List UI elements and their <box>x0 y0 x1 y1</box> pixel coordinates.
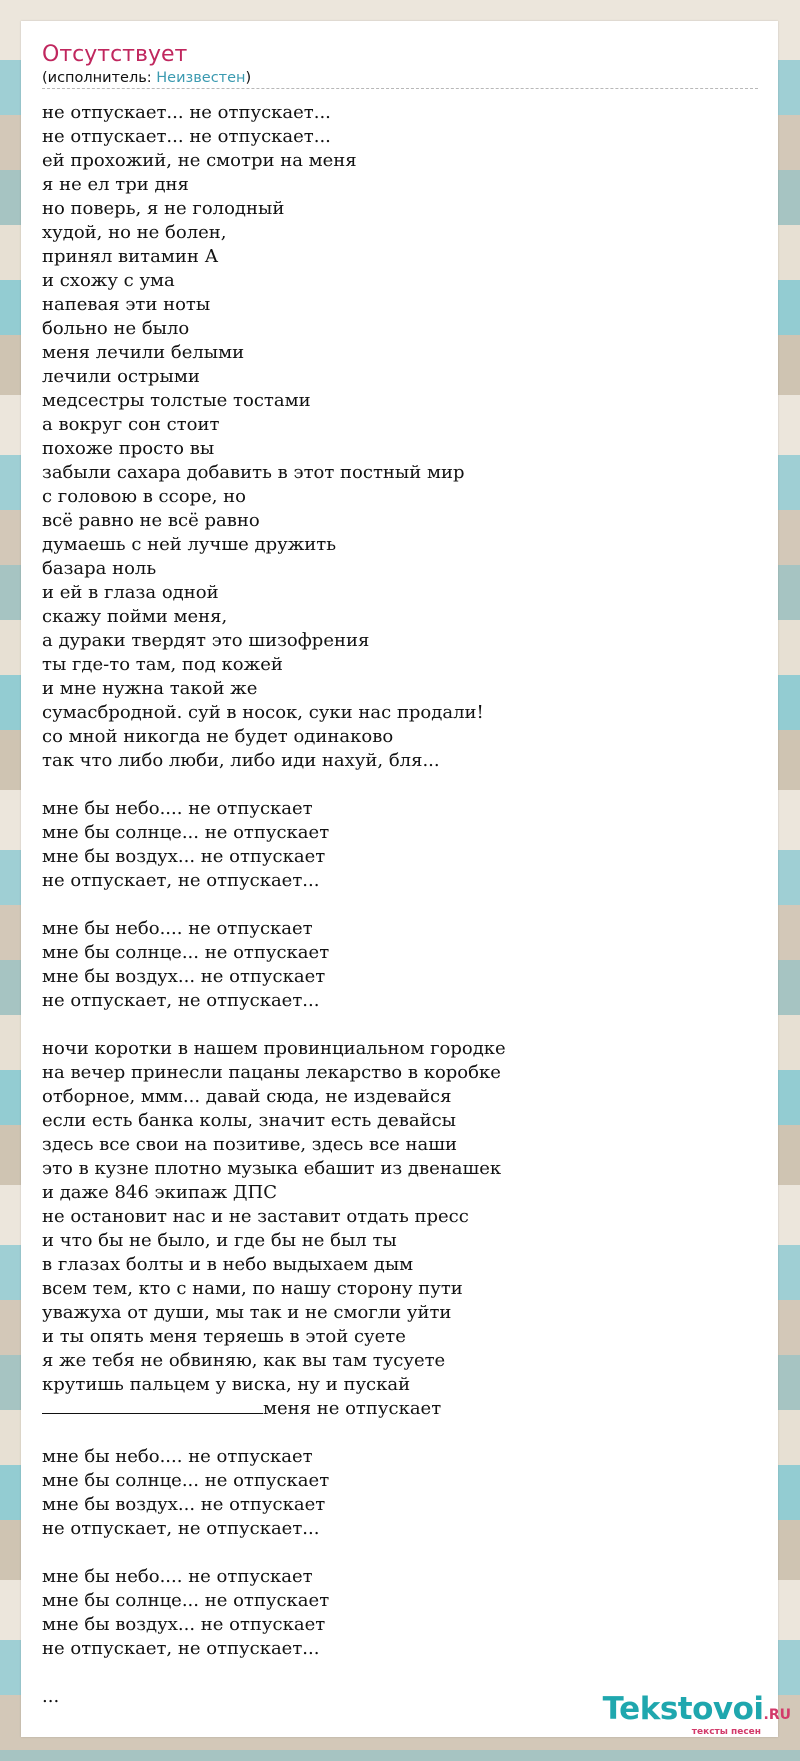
lyric-line: мне бы солнце... не отпускает <box>42 942 330 963</box>
lyric-line: ты где-то там, под кожей <box>42 654 283 675</box>
lyric-line: не отпускает, не отпускает... <box>42 990 320 1011</box>
lyric-line: а вокруг сон стоит <box>42 414 220 435</box>
lyric-line: мне бы небо.... не отпускает <box>42 918 313 939</box>
lyric-line: это в кузне плотно музыка ебашит из двенашек <box>42 1158 502 1179</box>
lyric-line: не отпускает... не отпускает... <box>42 126 331 147</box>
lyric-line: не отпускает, не отпускает... <box>42 1638 320 1659</box>
logo-tld: .RU <box>763 1707 791 1723</box>
lyric-blank-line <box>42 1541 758 1565</box>
lyrics-body <box>42 101 758 1709</box>
lyric-line: так что либо люби, либо иди нахуй, бля... <box>42 750 440 771</box>
lyric-underline-gap <box>42 1397 263 1414</box>
lyric-line: и ты опять меня теряешь в этой суете <box>42 1326 406 1347</box>
lyric-line: и даже 846 экипаж ДПС <box>42 1182 277 1203</box>
lyric-line: отборное, ммм... давай сюда, не издевайся <box>42 1086 452 1107</box>
lyric-line: ей прохожий, не смотри на меня <box>42 150 357 171</box>
content-card <box>21 21 791 1737</box>
lyric-line: мне бы небо.... не отпускает <box>42 1446 313 1467</box>
lyric-blank-line <box>42 1013 758 1037</box>
lyric-line: мне бы воздух... не отпускает <box>42 1494 326 1515</box>
lyric-blank-line <box>42 893 758 917</box>
lyric-line: ночи коротки в нашем провинциальном городке <box>42 1038 506 1059</box>
lyric-line: мне бы воздух... не отпускает <box>42 1614 326 1635</box>
lyric-line: я же тебя не обвиняю, как вы там тусуете <box>42 1350 446 1371</box>
artist-suffix: ) <box>245 70 252 86</box>
lyric-line <box>42 1397 758 1421</box>
lyric-line: не отпускает... не отпускает... <box>42 102 331 123</box>
lyric-line: с головою в ссоре, но <box>42 486 247 507</box>
lyric-line: не отпускает, не отпускает... <box>42 870 320 891</box>
lyric-line: а дураки твердят это шизофрения <box>42 630 370 651</box>
lyric-line: и ей в глаза одной <box>42 582 219 603</box>
lyric-line: не остановит нас и не заставит отдать пресс <box>42 1206 469 1227</box>
lyric-blank-line <box>42 1421 758 1445</box>
lyric-line: лечили острыми <box>42 366 200 387</box>
lyric-line: медсестры толстые тостами <box>42 390 311 411</box>
lyric-line: сумасбродной. суй в носок, суки нас продали! <box>42 702 484 723</box>
lyric-line: похоже просто вы <box>42 438 215 459</box>
lyric-line: в глазах болты и в небо выдыхаем дым <box>42 1254 414 1275</box>
lyric-line: напевая эти ноты <box>42 294 211 315</box>
lyric-line: уважуха от души, мы так и не смогли уйти <box>42 1302 452 1323</box>
logo-main-text: Tekstovoi <box>602 1691 764 1727</box>
lyric-line: скажу пойми меня, <box>42 606 228 627</box>
lyric-line: мне бы солнце... не отпускает <box>42 822 330 843</box>
site-logo[interactable] <box>567 1691 791 1737</box>
lyric-line: всем тем, кто с нами, по нашу сторону пути <box>42 1278 463 1299</box>
lyric-line: но поверь, я не голодный <box>42 198 285 219</box>
lyric-line: и что бы не было, и где бы не был ты <box>42 1230 397 1251</box>
lyric-line: мне бы солнце... не отпускает <box>42 1590 330 1611</box>
lyric-line: здесь все свои на позитиве, здесь все наши <box>42 1134 458 1155</box>
lyric-blank-line <box>42 773 758 797</box>
artist-link[interactable]: Неизвестен <box>156 70 246 86</box>
lyric-line: я не ел три дня <box>42 174 189 195</box>
lyric-line: забыли сахара добавить в этот постный мир <box>42 462 465 483</box>
lyric-line: мне бы солнце... не отпускает <box>42 1470 330 1491</box>
lyric-line: если есть банка колы, значит есть девайсы <box>42 1110 456 1131</box>
lyric-line-text: меня не отпускает <box>263 1398 442 1419</box>
lyric-line: и схожу с ума <box>42 270 175 291</box>
lyric-blank-line <box>42 1661 758 1685</box>
logo-tagline: тексты песен <box>691 1727 761 1737</box>
lyric-line: меня лечили белыми <box>42 342 245 363</box>
song-title: Отсутствует <box>42 42 188 67</box>
lyric-line: мне бы небо.... не отпускает <box>42 1566 313 1587</box>
lyric-line: мне бы воздух... не отпускает <box>42 846 326 867</box>
artist-prefix: (исполнитель: <box>42 70 157 86</box>
artist-line <box>42 69 758 87</box>
lyric-line: базара ноль <box>42 558 157 579</box>
song-header <box>42 41 758 89</box>
lyric-line: всё равно не всё равно <box>42 510 260 531</box>
lyric-line: на вечер принесли пацаны лекарство в коробке <box>42 1062 501 1083</box>
lyric-line: мне бы небо.... не отпускает <box>42 798 313 819</box>
lyric-line: худой, но не болен, <box>42 222 227 243</box>
lyric-line: думаешь с ней лучше дружить <box>42 534 337 555</box>
lyric-line: мне бы воздух... не отпускает <box>42 966 326 987</box>
lyric-line: больно не было <box>42 318 190 339</box>
lyric-line: со мной никогда не будет одинаково <box>42 726 394 747</box>
lyric-line: крутишь пальцем у виска, ну и пускай <box>42 1374 411 1395</box>
lyric-line: ... <box>42 1686 60 1707</box>
lyric-line: не отпускает, не отпускает... <box>42 1518 320 1539</box>
lyric-line: и мне нужна такой же <box>42 678 258 699</box>
lyric-line: принял витамин А <box>42 246 219 267</box>
